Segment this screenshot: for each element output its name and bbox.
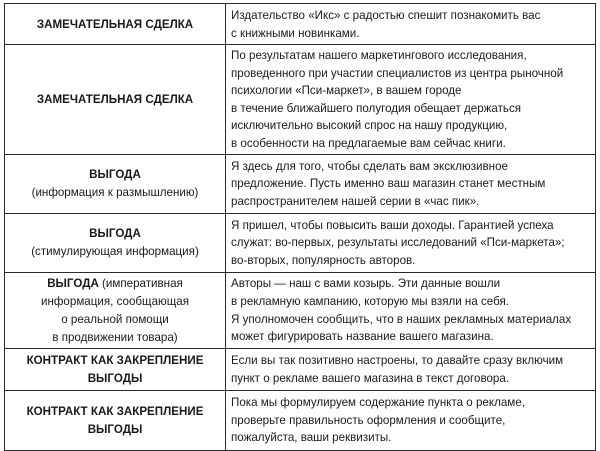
phrase-line: предложение. Пусть именно ваш магазин станет местным [231,177,546,191]
stage-subtitle: (императивная [98,276,183,290]
stage-cell [5,348,226,390]
phrase-line: проверьте правильность оформления и сообщите, [231,413,506,427]
phrase-line: Я пришел, чтобы повысить ваши доходы. Гарантией успеха [231,218,554,232]
stage-cell [5,272,226,348]
phrase-line: Если вы так позитивно настроены, то давайте сразу включим [231,353,564,367]
phrase-line: распространителем нашей серии в «час пик». [231,194,480,208]
stage-cell [5,4,226,45]
phrase-line: проведенного при участии специалистов из центра рыночной [231,66,564,80]
phrase-cell [226,390,596,450]
stage-title: ЗАМЕЧАТЕЛЬНАЯ СДЕЛКА [36,92,194,106]
table-row [5,213,596,272]
table-row [5,390,596,450]
phrase-line: во-вторых, популярность авторов. [231,253,416,267]
phrase-line: Я уполномочен сообщить, что в наших рекламных материалах [231,312,572,326]
stage-cell [5,45,226,155]
stage-cell [5,154,226,213]
stage-subtitle: о реальной помощи [61,312,169,326]
stage-title: КОНТРАКТ КАК ЗАКРЕПЛЕНИЕ [26,404,204,418]
stage-title: ВЫГОДА [89,168,141,182]
stage-cell [5,390,226,450]
stage-subtitle: информация, сообщающая [41,294,189,308]
table-row [5,154,596,213]
phrase-line: может фигурировать название вашего магазина. [231,330,494,344]
phrase-line: в рекламную кампанию, которую мы взяли на себя. [231,294,510,308]
stage-title: КОНТРАКТ КАК ЗАКРЕПЛЕНИЕ [26,353,204,367]
phrase-cell [226,45,596,155]
table-row [5,348,596,390]
phrase-line: Я здесь для того, чтобы сделать вам эксклюзивное [231,159,508,173]
stage-title: ВЫГОДЫ [87,422,143,436]
phrase-cell [226,272,596,348]
phrase-line: в течение ближайшего полугодия обещает держаться [231,101,522,115]
phrase-line: Издательство «Икс» с радостью спешит познакомить вас [231,8,541,22]
sales-script-table [4,3,596,451]
phrase-line: По результатам нашего маркетингового исследования, [231,49,527,62]
phrase-line: пожалуйста, ваши реквизиты. [231,431,392,445]
phrase-line: в особенности на предлагаемые вам сейчас книги. [231,136,506,150]
stage-title: ВЫГОДА [89,227,141,241]
stage-subtitle: (стимулирующая информация) [31,245,199,259]
stage-title: ВЫГОДЫ [87,371,143,385]
phrase-line: пункт о рекламе вашего магазина в текст договора. [231,371,510,385]
stage-cell [5,213,226,272]
phrase-cell [226,213,596,272]
phrase-line: психологии «Пси-маркет», в вашем городе [231,84,462,98]
table-row [5,45,596,155]
stage-title: ВЫГОДА [47,276,99,290]
phrase-cell [226,4,596,45]
stage-subtitle: в продвижении товара) [52,330,178,344]
phrase-line: Авторы — наш с вами козырь. Эти данные вошли [231,277,501,291]
phrase-line: служат: во-первых, результаты исследований «Пси-маркета»; [231,236,565,250]
phrase-line: с книжными новинками. [231,26,360,40]
phrase-line: исключительно высокий спрос на нашу продукцию, [231,119,508,133]
stage-subtitle: (информация к размышлению) [31,186,199,200]
phrase-cell [226,154,596,213]
table-row [5,4,596,45]
table-row [5,272,596,348]
phrase-line: Пока мы формулируем содержание пункта о рекламе, [231,396,525,410]
stage-title: ЗАМЕЧАТЕЛЬНАЯ СДЕЛКА [36,17,194,31]
phrase-cell [226,348,596,390]
stage-title-line [10,275,220,293]
